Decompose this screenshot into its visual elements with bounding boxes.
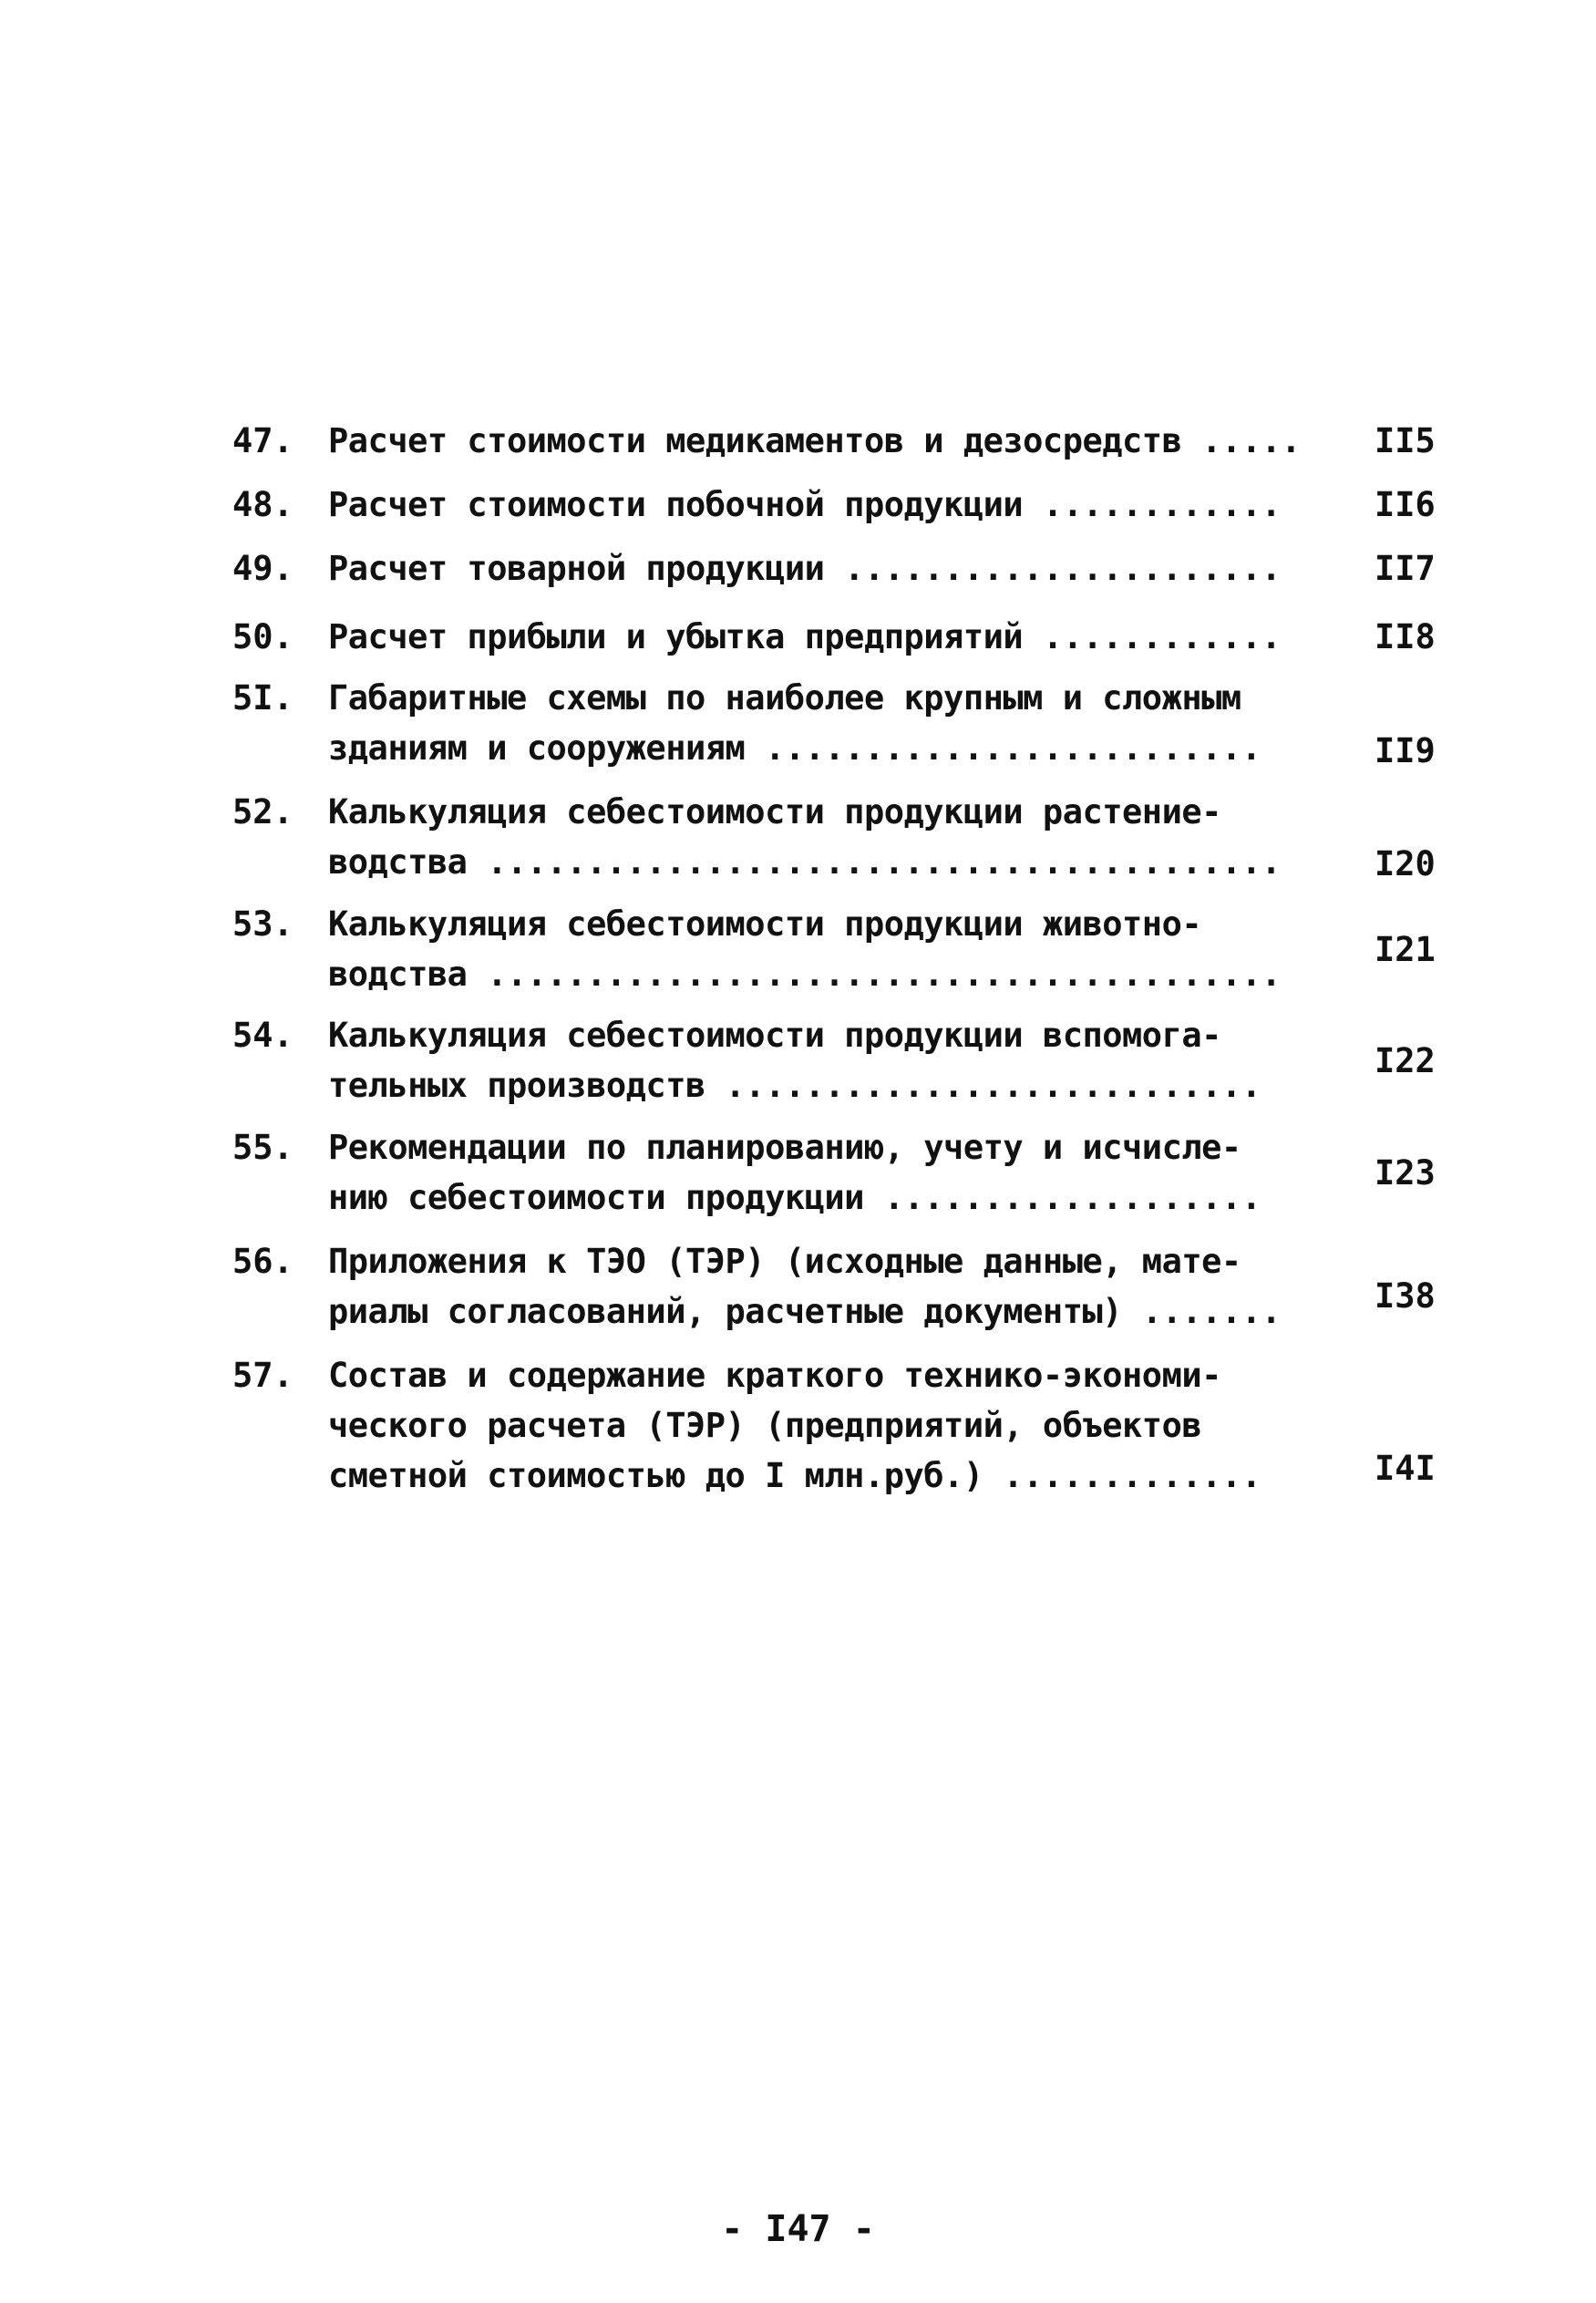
entry-number: 47.	[232, 421, 293, 460]
entry-title-line: Расчет товарной продукции ......................	[328, 549, 1282, 588]
entry-title-line: риалы согласований, расчетные документы) .......	[328, 1292, 1282, 1331]
entry-title-line: Калькуляция себестоимости продукции вспомога-	[328, 1016, 1221, 1055]
entry-page-number: II9	[1375, 731, 1436, 770]
entry-title-line: Рекомендации по планированию, учету и исчисле-	[328, 1128, 1241, 1167]
entry-title-line: Калькуляция себестоимости продукции растение-	[328, 792, 1221, 831]
entry-title-line: ческого расчета (ТЭР) (предприятий, объектов	[328, 1406, 1202, 1445]
entry-page-number: I4I	[1375, 1449, 1436, 1488]
page-number-footer: - I47 -	[721, 2208, 875, 2250]
entry-number: 48.	[232, 485, 293, 524]
entry-number: 56.	[232, 1242, 293, 1281]
entry-title-line: Габаритные схемы по наиболее крупным и сложным	[328, 678, 1241, 718]
entry-number: 54.	[232, 1016, 293, 1055]
entry-number: 52.	[232, 792, 293, 831]
entry-page-number: I23	[1375, 1153, 1436, 1193]
entry-number: 55.	[232, 1128, 293, 1167]
entry-page-number: II7	[1375, 549, 1436, 588]
entry-number: 50.	[232, 617, 293, 656]
entry-title-line: зданиям и сооружениям .........................	[328, 728, 1261, 768]
entry-title-line: водства ........................................	[328, 842, 1282, 882]
entry-page-number: I20	[1375, 844, 1436, 883]
entry-number: 57.	[232, 1356, 293, 1395]
entry-title-line: Состав и содержание краткого технико-экономи-	[328, 1356, 1221, 1395]
entry-title-line: Приложения к ТЭО (ТЭР) (исходные данные, мате-	[328, 1242, 1241, 1281]
entry-title-line: сметной стоимостью до I млн.руб.) .............	[328, 1456, 1261, 1495]
entry-page-number: I38	[1375, 1276, 1436, 1316]
entry-page-number: II6	[1375, 485, 1436, 524]
entry-title-line: Расчет стоимости побочной продукции ............	[328, 485, 1282, 524]
entry-page-number: II8	[1375, 617, 1436, 656]
entry-page-number: II5	[1375, 421, 1436, 460]
entry-number: 53.	[232, 904, 293, 944]
entry-number: 5I.	[232, 678, 293, 718]
entry-title-line: тельных производств ...........................	[328, 1066, 1261, 1105]
entry-page-number: I21	[1375, 930, 1436, 969]
entry-title-line: Калькуляция себестоимости продукции животно-	[328, 904, 1202, 944]
entry-number: 49.	[232, 549, 293, 588]
entry-title-line: нию себестоимости продукции ...................	[328, 1178, 1261, 1217]
entry-title-line: водства ........................................	[328, 955, 1282, 994]
entry-title-line: Расчет прибыли и убытка предприятий ............	[328, 617, 1282, 656]
entry-title-line: Расчет стоимости медикаментов и дезосредств .....	[328, 421, 1302, 460]
entry-page-number: I22	[1375, 1041, 1436, 1080]
